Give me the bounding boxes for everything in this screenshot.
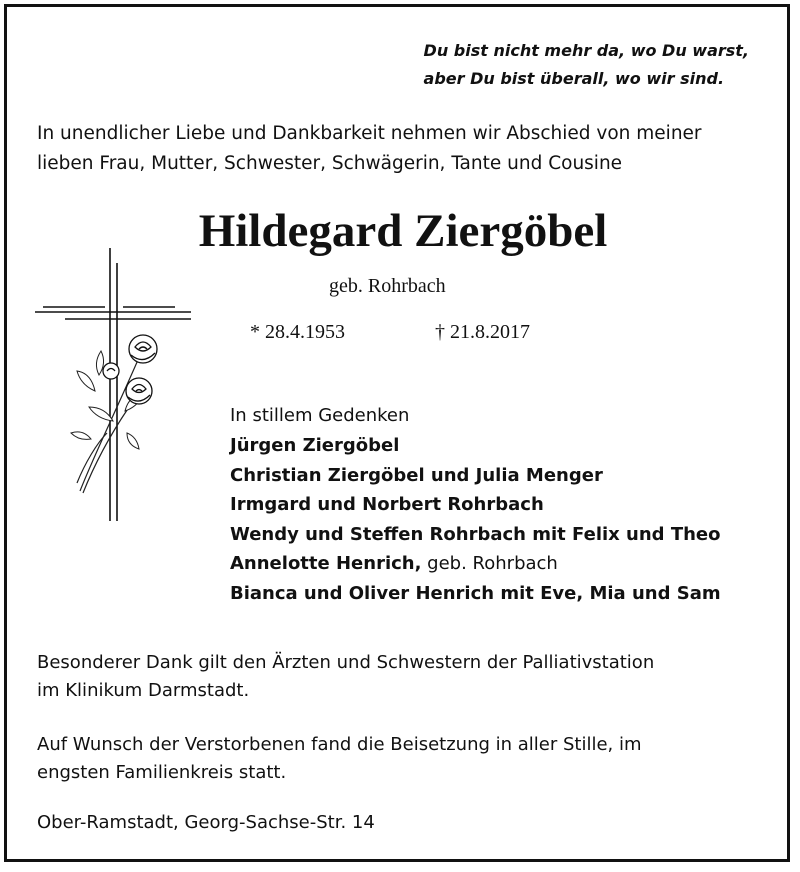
mourner-name: Irmgard und Norbert Rohrbach	[230, 494, 544, 515]
mourner-name: Bianca und Oliver Henrich mit Eve, Mia und Sam	[230, 582, 721, 604]
mourner-name-annelotte	[230, 549, 721, 579]
intro-line-2: lieben Frau, Mutter, Schwester, Schwägerin, Tante und Cousine	[37, 153, 623, 174]
burial-line-1: Auf Wunsch der Verstorbenen fand die Beisetzung in aller Stille, im	[37, 734, 642, 755]
mourner-name: Christian Ziergöbel und Julia Menger	[230, 464, 603, 486]
thanks-line-2: im Klinikum Darmstadt.	[37, 680, 250, 701]
motto-line-1: Du bist nicht mehr da, wo Du warst,	[423, 41, 749, 60]
cross-with-roses-icon	[35, 243, 195, 528]
motto-line-2: aber Du bist überall, wo wir sind.	[423, 69, 725, 88]
deceased-name: Hildegard Ziergöbel	[198, 205, 608, 257]
birth-date: * 28.4.1953	[250, 321, 345, 343]
motto-quote	[424, 37, 749, 93]
mourner-name: Annelotte Henrich,	[230, 553, 422, 574]
burial-line-2: engsten Familienkreis statt.	[37, 762, 287, 783]
mourner-name: Wendy und Steffen Rohrbach mit Felix und Theo	[230, 523, 721, 545]
thanks-text	[37, 649, 777, 705]
mourning-heading: In stillem Gedenken	[230, 405, 410, 426]
birth-name: geb. Rohrbach	[329, 275, 446, 297]
intro-text	[37, 119, 777, 179]
intro-line-1: In unendlicher Liebe und Dankbarkeit nehmen wir Abschied von meiner	[37, 123, 702, 144]
address: Ober-Ramstadt, Georg-Sachse-Str. 14	[37, 812, 375, 833]
death-date: † 21.8.2017	[435, 321, 530, 343]
obituary-notice	[4, 4, 790, 862]
burial-text	[37, 731, 777, 787]
thanks-line-1: Besonderer Dank gilt den Ärzten und Schwestern der Palliativstation	[37, 652, 655, 673]
mourners-list	[230, 431, 721, 608]
mourner-name: Jürgen Ziergöbel	[230, 435, 400, 456]
mourner-birth-name: geb. Rohrbach	[421, 553, 558, 574]
